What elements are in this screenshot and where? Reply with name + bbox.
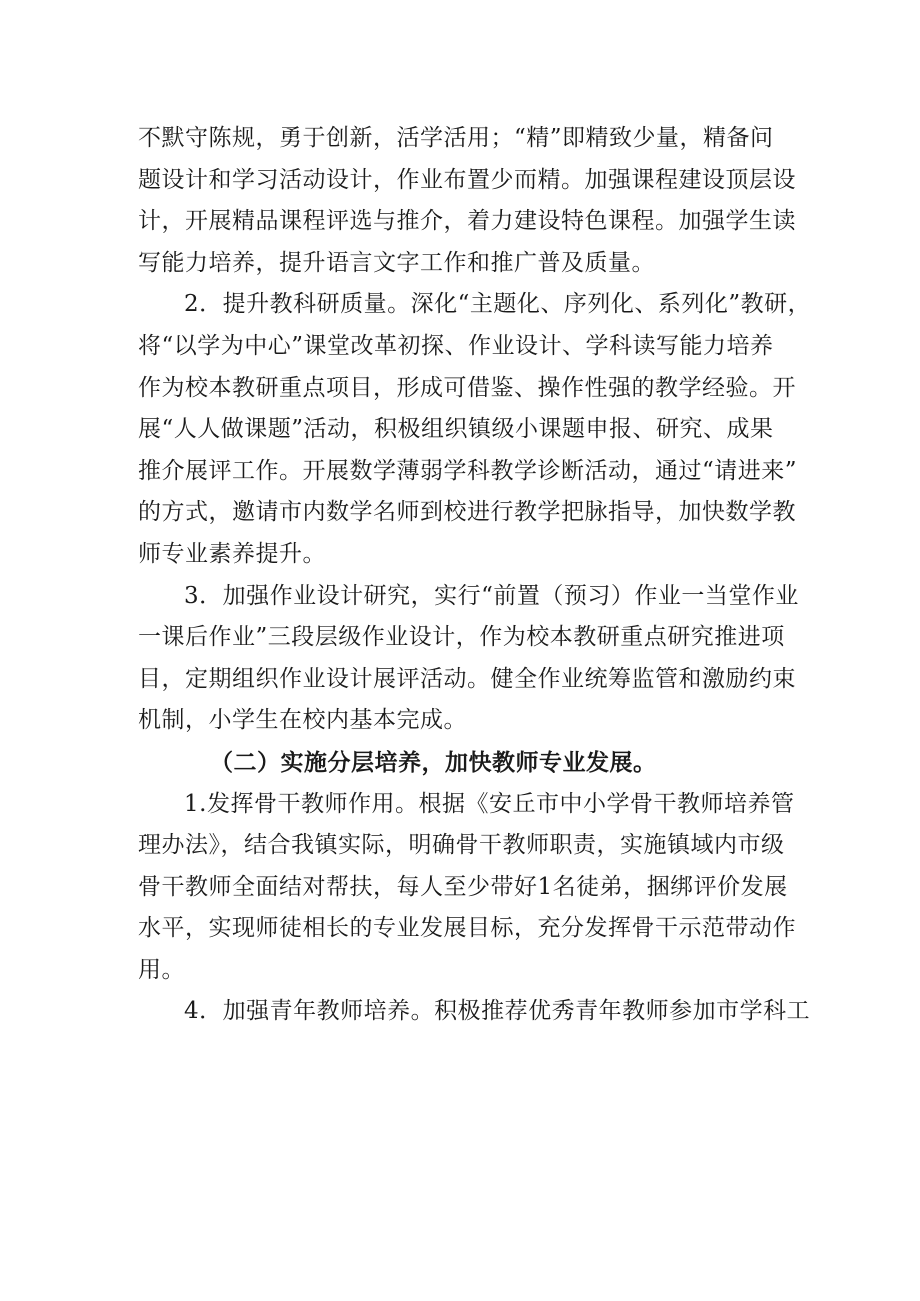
text-line: 展“人人做课题”活动，积极组织镇级小课题申报、研究、成果 [138,416,774,443]
text-line: 目，定期组织作业设计展评活动。健全作业统筹监管和激励约束 [138,665,796,692]
text-line: 题设计和学习活动设计，作业布置少而精。加强课程建设顶层设 [138,166,796,193]
text-line: 4．加强青年教师培养。积极推荐优秀青年教师参加市学科工 [184,998,811,1025]
text-line: 2．提升教科研质量。深化“主题化、序列化、系列化”教研， [184,291,812,318]
text-line: 不默守陈规，勇于创新，活学活用；“精”即精致少量，精备问 [138,125,774,151]
text-line: 3．加强作业设计研究，实行“前置（预习）作业一当堂作业 [184,582,799,609]
text-line: 理办法》，结合我镇实际，明确骨干教师职责，实施镇域内市级 [138,832,785,859]
paragraph-backbone-1 [138,784,796,992]
text-line: 将“以学为中心”课堂改革初探、作业设计、学科读写能力培养 [138,332,774,359]
document-body [138,118,812,1033]
heading-line: （二）实施分层培养，加快教师专业发展。 [210,748,657,776]
paragraph-item-3 [138,576,799,742]
text-line: 1.发挥骨干教师作用。根据《安丘市中小学骨干教师培养管 [184,790,795,817]
text-line: 推介展评工作。开展数学薄弱学科教学诊断活动，通过“请进来” [138,457,798,484]
text-line: 的方式，邀请市内数学名师到校进行教学把脉指导，加快数学教 [138,499,796,526]
text-line: 骨干教师全面结对帮扶，每人至少带好1名徒弟，捆绑评价发展 [138,873,788,900]
text-line: 计，开展精品课程评选与推介，着力建设特色课程。加强学生读 [138,208,796,235]
paragraph-backbone-4 [138,991,811,1033]
paragraph-item-2 [138,284,812,575]
section-heading [138,742,790,784]
text-line: 师专业素养提升。 [138,540,326,567]
text-line: 作为校本教研重点项目，形成可借鉴、操作性强的教学经验。开 [138,374,796,401]
text-line: 水平，实现师徒相长的专业发展目标，充分发挥骨干示范带动作 [138,915,796,942]
text-line: 一课后作业”三段层级作业设计，作为校本教研重点研究推进项 [138,624,785,651]
text-line: 机制，小学生在校内基本完成。 [138,707,467,734]
paragraph-continuation [138,118,796,284]
text-line: 写能力培养，提升语言文字工作和推广普及质量。 [138,249,655,276]
text-line: 用。 [138,956,185,983]
